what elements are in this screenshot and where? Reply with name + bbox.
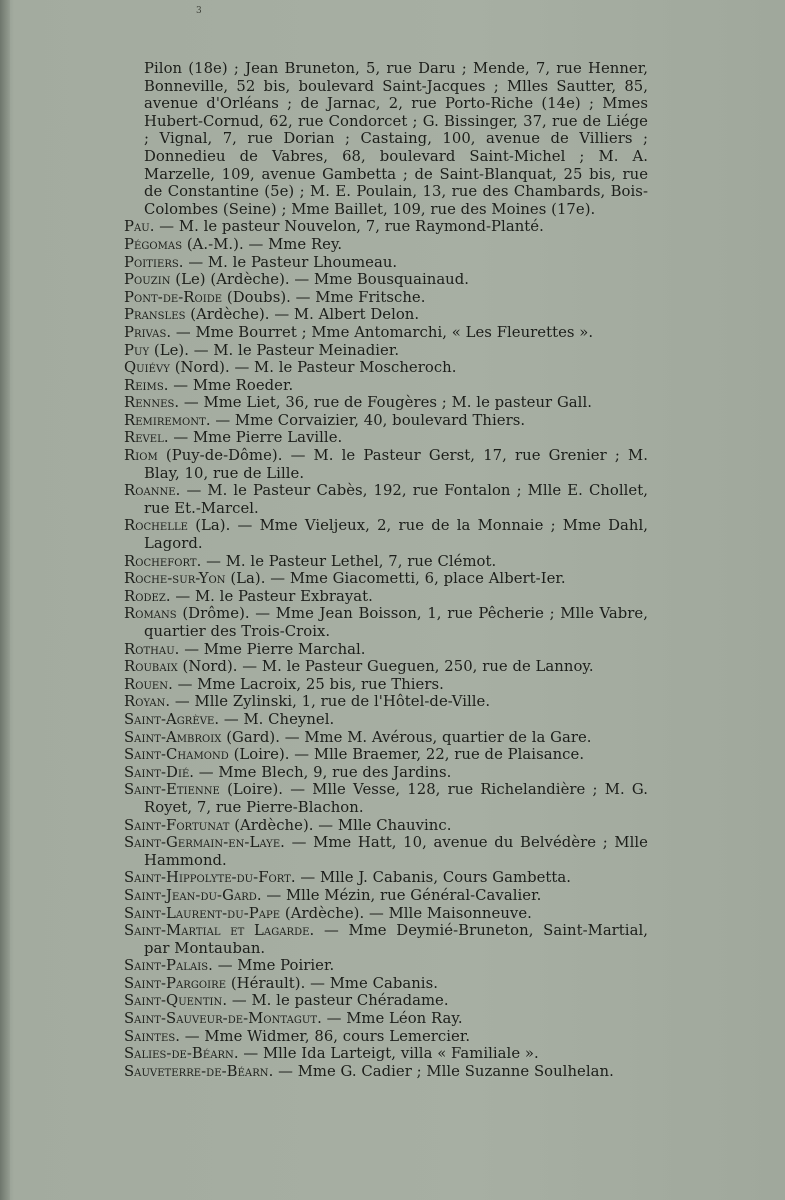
entry-place: Rouen. <box>124 675 173 693</box>
entry-text: — M. Cheynel. <box>219 710 335 728</box>
directory-entry <box>124 588 648 606</box>
directory-entry <box>124 1028 648 1046</box>
entry-text: — M. le Pasteur Lethel, 7, rue Clémot. <box>201 552 497 570</box>
entry-text: — M. le pasteur Chéradame. <box>227 992 449 1010</box>
directory-entry <box>124 517 648 552</box>
entry-place: Reims. <box>124 376 169 394</box>
entry-place: Rodez. <box>124 587 171 605</box>
entry-text: — Mme Corvaizier, 40, boulevard Thiers. <box>210 411 526 429</box>
entry-text: — Mlle Ida Larteigt, villa « Familiale ». <box>238 1045 539 1063</box>
page-mark: 3 <box>196 6 202 16</box>
directory-entry <box>124 1063 648 1081</box>
directory-entry <box>124 553 648 571</box>
entry-text: (Puy-de-Dôme). — M. le Pasteur Gerst, 17, rue Grenier ; M. Blay, 10, rue de Lille. <box>144 447 648 482</box>
directory-entry <box>124 570 648 588</box>
directory-entry <box>124 306 648 324</box>
entry-place: Pégomas <box>124 235 183 253</box>
directory-entry <box>124 271 648 289</box>
entry-place: Saint-Ambroix <box>124 728 222 746</box>
entry-text: (Ardèche). — M. Albert Delon. <box>185 306 420 324</box>
entry-place: Remiremont. <box>124 411 211 429</box>
entry-place: Saint-Martial et Lagarde. <box>124 922 315 940</box>
directory-entry <box>124 922 648 957</box>
entry-text: — Mme Lacroix, 25 bis, rue Thiers. <box>172 675 444 693</box>
entry-text: (Ardèche). — Mlle Chauvinc. <box>229 816 452 834</box>
entry-text: (La). — Mme Giacometti, 6, place Albert-Ier. <box>225 570 566 588</box>
entry-place: Saint-Dié. <box>124 763 195 781</box>
entry-place: Saint-Jean-du-Gard. <box>124 886 262 904</box>
entry-place: Pouzin <box>124 271 171 289</box>
entry-text: — Mme Blech, 9, rue des Jardins. <box>194 763 452 781</box>
directory-entry <box>124 236 648 254</box>
entry-place: Rothau. <box>124 640 180 658</box>
entry-text: — Mme Pierre Laville. <box>168 429 343 447</box>
intro-paragraph: Pilon (18e) ; Jean Bruneton, 5, rue Daru ; Mende, 7, rue Henner, Bonneville, 52 bis, boulevard Saint-Jacques ; Mlles Sautter, 85, avenue d'Orléans ; de Jarnac, 2, rue Porto-Riche (14e) ; Mmes Hubert-Cornud, 62, rue Condorcet ; G. Bissinger, 37, rue de Liége ; Vignal, 7, rue Dorian ; Castaing, 100, avenue de Villiers ; Donnedieu de Vabres, 68, boulevard Saint-Michel ; M. A. Marzelle, 109, avenue Gambetta ; de Saint-Blanquat, 25 bis, rue de Constantine (5e) ; M. E. Poulain, 13, rue des Chambards, Bois-Colombes (Seine) ; Mme Baillet, 109, rue des Moines (17e). <box>144 60 648 218</box>
entry-text: (Le) (Ardèche). — Mme Bousquainaud. <box>170 271 470 289</box>
entry-place: Saint-Quentin. <box>124 992 228 1010</box>
entry-place: Saint-Sauveur-de-Montagut. <box>124 1010 322 1028</box>
entry-text: — Mlle J. Cabanis, Cours Gambetta. <box>295 869 572 887</box>
directory-entry <box>124 729 648 747</box>
entry-text: (Gard). — Mme M. Avérous, quartier de la Gare. <box>221 728 592 746</box>
page-spine <box>0 0 10 1200</box>
entry-text: (Nord). — M. le Pasteur Moscheroch. <box>169 359 457 377</box>
entry-place: Royan. <box>124 693 171 711</box>
directory-entry <box>124 342 648 360</box>
entry-text: — Mme Roeder. <box>168 376 294 394</box>
directory-entry <box>124 834 648 869</box>
entry-text: (Le). — M. le Pasteur Meinadier. <box>149 341 400 359</box>
directory-entry <box>124 887 648 905</box>
directory-entry <box>124 377 648 395</box>
directory-entry <box>124 764 648 782</box>
entry-place: Riom <box>124 447 158 465</box>
entry-text: — M. le pasteur Nouvelon, 7, rue Raymond-Planté. <box>154 218 544 236</box>
directory-entry <box>124 447 648 482</box>
entry-text: — Mme Deymié-Bruneton, Saint-Martial, par Montauban. <box>144 922 648 957</box>
entry-text: (Loire). — Mlle Vesse, 128, rue Richelandière ; M. G. Royet, 7, rue Pierre-Blachon. <box>144 781 648 816</box>
entry-text: — Mme Hatt, 10, avenue du Belvédère ; Mlle Hammond. <box>144 834 648 869</box>
entry-place: Saint-Germain-en-Laye. <box>124 834 285 852</box>
entry-text: — Mme Bourret ; Mme Antomarchi, « Les Fleurettes ». <box>171 323 594 341</box>
directory-entry <box>124 218 648 236</box>
directory-entry <box>124 905 648 923</box>
directory-entry <box>124 394 648 412</box>
entry-place: Salies-de-Béarn. <box>124 1045 239 1063</box>
entry-place: Roche-sur-Yon <box>124 570 226 588</box>
entry-text: (Loire). — Mlle Braemer, 22, rue de Plaisance. <box>228 746 585 764</box>
entry-text: — M. le Pasteur Cabès, 192, rue Fontalon ; Mlle E. Chollet, rue Et.-Marcel. <box>144 482 648 517</box>
entry-place: Saint-Agrève. <box>124 710 220 728</box>
entry-text: — Mme Léon Ray. <box>321 1010 463 1028</box>
entry-place: Romans <box>124 605 177 623</box>
entry-place: Saintes. <box>124 1027 180 1045</box>
entry-place: Roubaix <box>124 658 178 676</box>
directory-entry <box>124 1010 648 1028</box>
entry-text: — Mme Poirier. <box>212 957 335 975</box>
directory-entry <box>124 676 648 694</box>
entry-text: (A.-M.). — Mme Rey. <box>182 235 343 253</box>
entry-place: Puy <box>124 341 150 359</box>
directory-entry <box>124 869 648 887</box>
entry-text: — Mlle Mézin, rue Général-Cavalier. <box>261 886 542 904</box>
directory-entry <box>124 781 648 816</box>
directory-entry <box>124 817 648 835</box>
entry-text: (Doubs). — Mme Fritsche. <box>222 288 426 306</box>
entry-place: Saint-Palais. <box>124 957 213 975</box>
entry-place: Quiévy <box>124 359 170 377</box>
entry-text: — Mlle Zylinski, 1, rue de l'Hôtel-de-Ville. <box>170 693 491 711</box>
entry-place: Saint-Laurent-du-Pape <box>124 904 281 922</box>
entry-place: Saint-Pargoire <box>124 974 227 992</box>
entry-text: (Drôme). — Mme Jean Boisson, 1, rue Pêcherie ; Mlle Vabre, quartier des Trois-Croix. <box>144 605 648 640</box>
entry-list <box>124 218 648 1080</box>
entry-text: — Mme Liet, 36, rue de Fougères ; M. le pasteur Gall. <box>179 394 592 412</box>
directory-entry <box>124 605 648 640</box>
entry-place: Pransles <box>124 306 186 324</box>
directory-entry <box>124 641 648 659</box>
entry-place: Pont-de-Roide <box>124 288 223 306</box>
directory-entry <box>124 658 648 676</box>
entry-place: Revel. <box>124 429 169 447</box>
entry-place: Rochefort. <box>124 552 202 570</box>
directory-entry <box>124 992 648 1010</box>
directory-entry <box>124 324 648 342</box>
entry-text: — M. le Pasteur Lhoumeau. <box>183 253 398 271</box>
entry-place: Poitiers. <box>124 253 184 271</box>
directory-entry <box>124 746 648 764</box>
entry-text: (Hérault). — Mme Cabanis. <box>226 974 438 992</box>
entry-place: Privas. <box>124 323 172 341</box>
entry-text: (Ardèche). — Mlle Maisonneuve. <box>280 904 532 922</box>
entry-place: Sauveterre-de-Béarn. <box>124 1062 274 1080</box>
entry-place: Pau. <box>124 218 155 236</box>
directory-entry <box>124 482 648 517</box>
directory-entry <box>124 1045 648 1063</box>
directory-entry <box>124 693 648 711</box>
directory-entry <box>124 957 648 975</box>
entry-text: (La). — Mme Vieljeux, 2, rue de la Monnaie ; Mme Dahl, Lagord. <box>144 517 648 553</box>
directory-listing <box>124 60 648 1080</box>
entry-place: Saint-Fortunat <box>124 816 230 834</box>
directory-entry <box>124 711 648 729</box>
entry-place: Saint-Hippolyte-du-Fort. <box>124 869 296 887</box>
entry-place: Roanne. <box>124 482 181 500</box>
directory-entry <box>124 359 648 377</box>
entry-text: — M. le Pasteur Exbrayat. <box>170 587 373 605</box>
directory-entry <box>124 429 648 447</box>
directory-entry <box>124 412 648 430</box>
directory-entry <box>124 975 648 993</box>
entry-text: — Mme Pierre Marchal. <box>179 640 366 658</box>
entry-place: Rochelle <box>124 517 188 535</box>
directory-entry <box>124 254 648 272</box>
entry-text: (Nord). — M. le Pasteur Gueguen, 250, rue de Lannoy. <box>177 658 594 676</box>
entry-text: — Mme G. Cadier ; Mlle Suzanne Soulhelan. <box>273 1062 614 1080</box>
entry-text: — Mme Widmer, 86, cours Lemercier. <box>179 1027 471 1045</box>
entry-place: Saint-Chamond <box>124 746 229 764</box>
entry-place: Rennes. <box>124 394 180 412</box>
directory-entry <box>124 289 648 307</box>
entry-place: Saint-Etienne <box>124 781 220 799</box>
